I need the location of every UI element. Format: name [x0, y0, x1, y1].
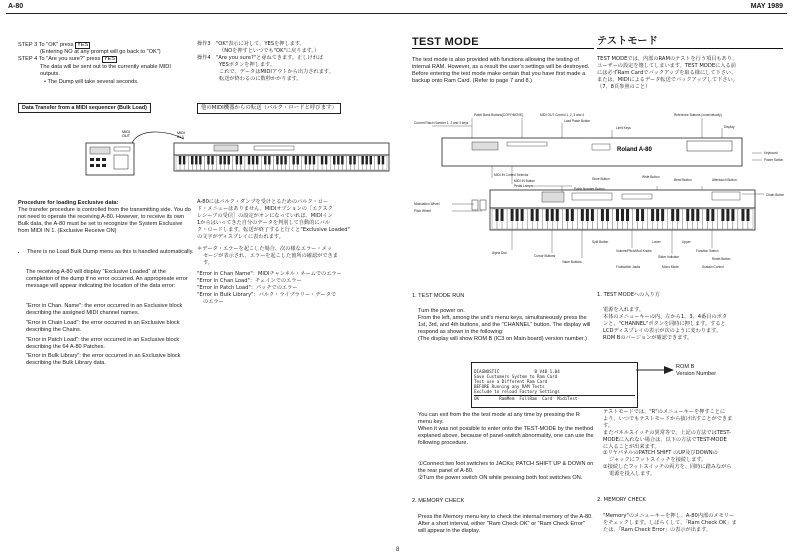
black-key — [236, 156, 238, 164]
lcd-display: DIAGNOSTIC B V48 1.04 Save Customers System to Ram Card Test use a Different Ram Card BEFORE Running any RAM Tests Exclude to reload Factory Settings OK RamMem FullRam Card MidiTest — [471, 362, 638, 408]
black-key — [606, 209, 609, 221]
svg-text:Pitch Wheel: Pitch Wheel — [414, 209, 432, 213]
memory-title: 2. MEMORY CHECK — [412, 498, 465, 504]
error-list — [26, 303, 194, 367]
svg-text:Modulation Wheel: Modulation Wheel — [414, 202, 440, 206]
loading-para2: The receiving A-80 will display "Exclusive Loaded" at the completion of the dump if no error occurred. An appropreate error message will appear indicating the location of the data error: — [26, 269, 188, 289]
black-key — [292, 156, 294, 164]
black-key — [591, 209, 594, 221]
svg-text:Upper: Upper — [682, 240, 691, 244]
black-key — [661, 209, 664, 221]
error-item: "Error in Bulk Library": the error occurred in an Exclusive block describing the Bulk Library data. — [26, 353, 181, 367]
black-key — [691, 209, 694, 221]
black-key — [313, 156, 315, 164]
yes-key: YES — [77, 42, 89, 48]
steps-jp: 操作3 "OK"表示に対して、YESを押します。 （NOを押すといつでも"OK"に戻ります。） 操作4 "Are you sure?"と尋ねてきます。正しければ YESボタンを押します。 これで、データはMIDIアウトから出力されます。 転送が終わるのに数秒かかります。 — [197, 41, 334, 82]
svg-text:Cursor Buttons: Cursor Buttons — [534, 254, 556, 258]
black-key — [651, 209, 654, 221]
step-4: STEP 4 To "Are you sure?" press YES — [18, 56, 116, 62]
bulk-load-title-jp: 他のMIDI機器からの転送（バルク・ロードと呼びます） — [197, 103, 341, 114]
black-key — [195, 156, 197, 164]
header-model: A-80 — [8, 3, 24, 10]
brand-label: Roland A-80 — [617, 147, 652, 153]
black-key — [636, 209, 639, 221]
page-number: 8 — [396, 547, 400, 553]
black-key — [207, 156, 209, 164]
bulk-load-illustration — [14, 125, 399, 181]
svg-text:Current Patch Number 1, 2 and: Current Patch Number 1, 2 and 3 keys — [414, 121, 469, 125]
svg-text:Power Switch: Power Switch — [764, 158, 784, 162]
bulk-load-title: Data Transfer from a MIDI sequencer (Bulk Load) — [18, 103, 151, 113]
black-key — [349, 156, 351, 164]
memory-body-jp: "Memory"のメニューキーを押し、A-80内部のメモリー をチェックします。しばらくして、「Ram Check OK」ま たは、「Ram Check Error」の表示が出ます。 — [603, 513, 737, 533]
black-key — [325, 156, 327, 164]
black-key — [268, 156, 270, 164]
black-key — [696, 209, 699, 221]
loading-jp: A-80にはバルク・ダンプを受けとるためのバルク・ロー ド・メニューはありません。MIDIオプションの［エクスク レシーブの受信］の設定がオンになっていれば、MIDIイン 1からはいってきた自分のデータを判別して自動的にバル ク・ロードします。転送が終了すると行くと"Exclusive Loaded" の文字がディスプレイに表われます。 ＊データ・エラーを起こした場合、次の様なエラー・メッ セージが表示され、エラーを起こした箇所の確認ができま す。 "Error in Chan Name"：MIDIチャンネル・ネームでのエラー "Error in Chan Load"：チェインでのエラー "Error in Patch Load"：パッチでのエラー "Error in Bulk Library"：バルク・ライブラリー・データで のエラー — [197, 199, 350, 305]
black-key — [365, 156, 367, 164]
arrow-icon — [636, 366, 676, 378]
black-key — [501, 209, 504, 221]
loading-bullet: • There is no Load Bulk Dump menu as this is handled automatically. — [18, 249, 194, 256]
black-key — [199, 156, 201, 164]
black-key — [521, 209, 524, 221]
svg-text:Sustain Control: Sustain Control — [702, 265, 724, 269]
black-key — [656, 209, 659, 221]
black-key — [571, 209, 574, 221]
memory-body: Press the Memory menu key to check the internal memory of the A-80. After a short interval, either "Ram Check OK" or "Ram Check Error" will appear in the display. — [418, 514, 593, 534]
run-body-jp: 電源を入れます。 本体のメニューキーの内、左から1、3、4番目のボタ ンと、"CHANNEL"ボタンを同時に押します。すると LCDディスプレイの表示が次のように変わります。 ROM Bのバージョンが確認できます。 — [603, 307, 728, 341]
header-rule — [6, 13, 787, 14]
black-key — [616, 209, 619, 221]
memory-title-jp: 2. MEMORY CHECK — [597, 497, 646, 503]
black-key — [240, 156, 242, 164]
black-key — [601, 209, 604, 221]
black-key — [256, 156, 258, 164]
black-key — [686, 209, 689, 221]
a80-panel-diagram — [412, 108, 784, 276]
black-key — [511, 209, 514, 221]
svg-text:Aftertouch Button: Aftertouch Button — [712, 178, 737, 182]
black-key — [219, 156, 221, 164]
svg-text:IN 1: IN 1 — [177, 135, 184, 139]
test-mode-title-jp: テストモード — [597, 36, 783, 49]
svg-text:Reference Buttons (zone/veloci: Reference Buttons (zone/velocity) — [674, 113, 722, 117]
black-key — [284, 156, 286, 164]
header-date: MAY 1989 — [750, 3, 783, 10]
exit-text: You can exit from the the test mode at any time by pressing the R menu key. — [418, 412, 580, 425]
black-key — [211, 156, 213, 164]
svg-text:Reset Button: Reset Button — [712, 257, 731, 261]
black-key — [223, 156, 225, 164]
black-key — [586, 209, 589, 221]
black-key — [496, 209, 499, 221]
black-key — [516, 209, 519, 221]
test-mode-intro-jp: TEST MODEでは、内部のRAMのテストを行う項目もあり、 ユーザーの設定を壊してしまいます。TEST MODEに入る前 には必ずRam Cardでバックアップを取る様にして下さい。 または、MIDIによるデータ転送でバックアップして下さい。 （7、8頁参照のこと） — [597, 56, 738, 90]
midi-out-label: MIDI — [122, 130, 131, 134]
black-key — [280, 156, 282, 164]
svg-text:Patch Bank Buttons[COPY/MOVE]: Patch Bank Buttons[COPY/MOVE] — [474, 113, 524, 117]
midi-in-label: MIDI — [177, 131, 186, 135]
svg-text:Split Button: Split Button — [592, 240, 609, 244]
black-key — [626, 209, 629, 221]
svg-text:Write Button: Write Button — [642, 175, 660, 179]
black-key — [671, 209, 674, 221]
black-key — [621, 209, 624, 221]
black-key — [382, 156, 384, 164]
svg-text:Load Patch Button: Load Patch Button — [564, 119, 591, 123]
black-key — [264, 156, 266, 164]
test-mode-title: TEST MODE — [412, 36, 594, 49]
black-key — [746, 209, 749, 221]
black-key — [531, 209, 534, 221]
svg-text:Pedal Lamps: Pedal Lamps — [514, 184, 533, 188]
error-item: "Error in Chan. Name": the error occurred in an Exclusive block describing the assigned MIDI channel names. — [26, 303, 183, 316]
svg-text:MIDI IN Button: MIDI IN Button — [514, 179, 535, 183]
svg-text:Function Switch: Function Switch — [696, 249, 719, 253]
black-key — [353, 156, 355, 164]
svg-text:MIDI IN Control Selector: MIDI IN Control Selector — [494, 173, 529, 177]
yes-key: YES — [103, 56, 116, 62]
alt-steps: ①Connect two foot switches to JACKs; PATCH SHIFT UP & DOWN on the rear panel of A-80. ②Turn the power switch ON while pressing both foot switches ON. — [418, 461, 594, 481]
rom-b-label: ROM B — [676, 364, 695, 370]
black-key — [378, 156, 380, 164]
black-key — [276, 156, 278, 164]
svg-text:Footswitch Jacks: Footswitch Jacks — [616, 265, 641, 269]
black-key — [297, 156, 299, 164]
black-key — [370, 156, 372, 164]
svg-text:MIDI OUT Control 1, 2, 3 and 4: MIDI OUT Control 1, 2, 3 and 4 — [540, 113, 585, 117]
black-key — [726, 209, 729, 221]
svg-text:Slider Indicator: Slider Indicator — [658, 255, 680, 259]
black-key — [551, 209, 554, 221]
black-key — [191, 156, 193, 164]
run-body: Turn the power on. From the left, among the unit's menu keys, simultaneously press the 1st, 3rd, and 4th buttons, and the "CHANNEL" button. The display will respond as shown in the following: (The display will show ROM B (IC3 on Main board) version number.) — [418, 308, 591, 342]
svg-text:Bend Button: Bend Button — [674, 178, 692, 182]
svg-text:Mono Mode: Mono Mode — [662, 265, 679, 269]
svg-text:Chain Button: Chain Button — [766, 193, 784, 197]
step-4-note: The data will be sent out to the currently enable MIDI outputs. — [40, 64, 171, 77]
svg-text:Lower: Lower — [652, 240, 661, 244]
black-key — [706, 209, 709, 221]
svg-text:Alpha Dial: Alpha Dial — [492, 251, 507, 255]
svg-text:OUT: OUT — [122, 134, 131, 138]
svg-text:Display: Display — [724, 125, 735, 129]
test-mode-intro: The test mode is also provided with functions allowing the testing of internal RAM. However, as a result the user's settings will be destroyed. Before entering the test mode make certain that you have first made a backup onto Ram Card. (Refer to page 7 and 8.) — [412, 57, 590, 84]
svg-text:Value Buttons: Value Buttons — [562, 260, 582, 264]
black-key — [546, 209, 549, 221]
exit-jp: テストモードでは、"R"のメニューキーを押すことに より、いつでもテストモードから抜け出すことができま す。 またパネルスイッチの異常等で、上記の方法ではTEST- MODEに入れない場合は、以下の方法でTEST-MODE に入ることが出来ます。 ①リヤパネルのPATCH SHIFT のUP及びDOWNの ジャックにフットスイッチを接続します。 ②接続したフットスイッチの両方を、同時に踏みながら 電源を投入します。 — [603, 409, 733, 478]
loading-heading: Procedure for loading Exclusive data: — [18, 200, 119, 206]
black-key — [711, 209, 714, 221]
black-key — [731, 209, 734, 221]
black-key — [536, 209, 539, 221]
black-key — [305, 156, 307, 164]
black-key — [337, 156, 339, 164]
black-key — [566, 209, 569, 221]
error-item: "Error in Chain Load": the error occurred in an Exclusive block describing the Chains. — [26, 319, 180, 333]
error-item: "Error in Patch Load": the error occurred in an Exclusive block describing the 64 A-80 Patches. — [26, 336, 180, 350]
black-key — [248, 156, 250, 164]
version-number-label: Version Number — [676, 371, 717, 377]
svg-text:Limit Keys: Limit Keys — [616, 126, 631, 130]
run-title-jp: 1. TEST MODEへの入り方 — [597, 292, 660, 298]
cannot-enter-text: When it was not possible to enter onto the TEST-MODE by the method explaned above, because of panel-switch abnormality, one can use the following procedure. — [418, 426, 594, 446]
black-key — [741, 209, 744, 221]
black-key — [581, 209, 584, 221]
step-bullet: • The Dump will take several seconds. — [44, 79, 139, 85]
svg-text:Store Button: Store Button — [592, 177, 610, 181]
black-key — [676, 209, 679, 221]
black-key — [556, 209, 559, 221]
black-key — [228, 156, 230, 164]
run-title: 1. TEST MODE RUN — [412, 293, 465, 299]
black-key — [179, 156, 181, 164]
black-key — [721, 209, 724, 221]
black-key — [183, 156, 185, 164]
svg-text:Patch Number Button: Patch Number Button — [574, 187, 605, 191]
black-key — [321, 156, 323, 164]
black-key — [309, 156, 311, 164]
black-key — [252, 156, 254, 164]
svg-text:Keyboard: Keyboard — [764, 151, 778, 155]
loading-body: The transfer procedure is controlled from the transmitting side. You do not need to operate the receiving A-80. However, to receive its own Bulk data, the A-80 must be set to recognize the System Exclusive from MIDI IN 1. (Exclusive Receive ON) — [18, 207, 191, 234]
black-key — [341, 156, 343, 164]
a80-panel-svg — [412, 108, 784, 276]
svg-text:Volume/Pitch/Mod Knobs: Volume/Pitch/Mod Knobs — [616, 249, 652, 253]
black-key — [333, 156, 335, 164]
sequencer-to-a80-diagram — [14, 125, 399, 181]
step-3-note: (Entering NO at any prompt will go back to "OK") — [40, 49, 161, 55]
black-key — [641, 209, 644, 221]
black-key — [361, 156, 363, 164]
step-3: STEP 3 To "OK" press YES — [18, 42, 89, 48]
